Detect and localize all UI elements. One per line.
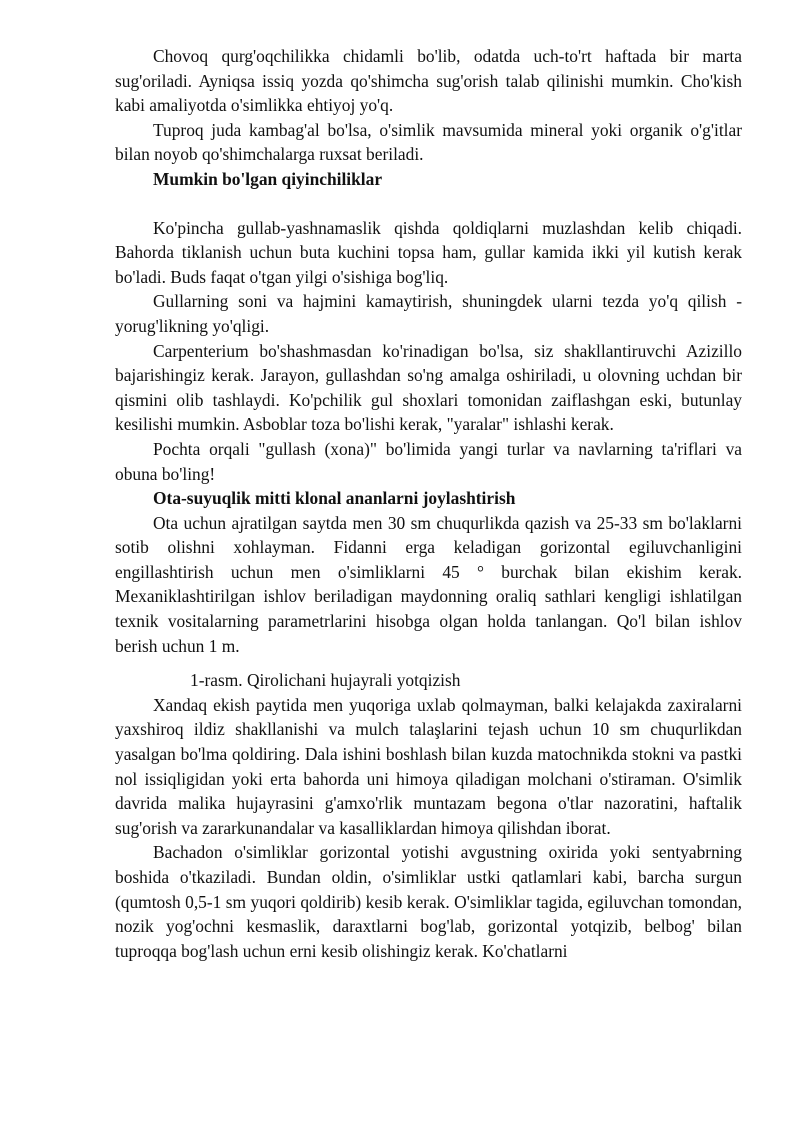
section-heading: Ota-suyuqlik mitti klonal ananlarni joylashtirish xyxy=(153,488,516,509)
paragraph: Chovoq qurg'oqchilikka chidamli bo'lib, odatda uch-to'rt haftada bir marta sug'oriladi. Ayniqsa issiq yozda qo'shimcha sug'orish talab qilinishi mumkin. Cho'kish kabi amaliyotda o'simlikka ehtiyoj yo'q. xyxy=(115,46,742,116)
paragraph: Carpenterium bo'shashmasdan ko'rinadigan bo'lsa, siz shakllantiruvchi Azizillo bajarishingiz kerak. Jarayon, gullashdan so'ng amalga oshiriladi, u olovning uchdan bir qismini olib tashlaydi. Ko'pchilik gul shoxlari tomonidan zaiflashgan eski, butunlay kesilishi mumkin. Asboblar toza bo'lishi kerak, "yaralar" ishlashi kerak. xyxy=(115,340,742,435)
paragraph: Pochta orqali "gullash (xona)" bo'limida yangi turlar va navlarning ta'riflari va obuna bo'ling! xyxy=(115,438,742,484)
paragraph: Bachadon o'simliklar gorizontal yotishi avgustning oxirida yoki sentyabrning boshida o'tkaziladi. Bundan oldin, o'simliklar ustki qatlamlari kabi, barcha surgun (qumtosh 0,5-1 sm yuqori qoldirib) kesib kerak. O'simliklar tagida, egiluvchan tomondan, nozik yog'ochni kesmaslik, daraxtlarni bog'lab, gorizontal yotqizib, belbog' bilan tuproqqa bog'lash uchun erni kesib olishingiz kerak. Ko'chatlarni xyxy=(115,842,742,961)
paragraph: Gullarning soni va hajmini kamaytirish, shuningdek ularni tezda yo'q qilish - yorug'likning yo'qligi. xyxy=(115,291,742,336)
paragraph: Ota uchun ajratilgan saytda men 30 sm chuqurlikda qazish va 25-33 sm bo'laklarni sotib olishni xohlayman. Fidanni erga keladigan gorizontal egiluvchanligini engillashtirish uchun men o'simliklarni 45 ° burchak bilan ekishim kerak. Mexaniklashtirilgan ishlov beriladigan maydonning oraliq sathlari kengligi ishlatilgan texnik vositalarning parametrlarini hisobga olgan holda tanlangan. Qo'l bilan ishlov berish uchun 1 m. xyxy=(115,512,742,656)
blank-line xyxy=(115,192,742,216)
paragraph: Xandaq ekish paytida men yuqoriga uxlab qolmayman, balki kelajakda zaxiralarni yaxshiroq ildiz shakllanishi va mulch talaşlarini tejash uchun 10 sm chuqurlikdan yasalgan bo'lma qoldiring. Dala ishini boshlash bilan kuzda matochnikda stokni va pastki nol issiqligidan yoki erta bahorda uni himoya qiladigan molchani o'stiraman. O'simlik davrida malika hujayrasini g'amxo'rlik muntazam begona o'tlar nazoratini, haftalik sug'orish va zararkunandalar va kasalliklardan himoya qilishdan iborat. xyxy=(115,694,742,838)
paragraph: Ko'pincha gullab-yashnamaslik qishda qoldiqlarni muzlashdan kelib chiqadi. Bahorda tiklanish uchun buta kuchini topsa ham, gullar kamida ikki yil kutish kerak bo'ladi. Buds faqat o'tgan yilgi o'sishiga bog'liq. xyxy=(115,217,742,287)
figure-caption: 1-rasm. Qirolichani hujayrali yotqizish xyxy=(190,670,461,691)
section-heading: Mumkin bo'lgan qiyinchiliklar xyxy=(153,168,383,189)
paragraph: Tuproq juda kambag'al bo'lsa, o'simlik mavsumida mineral yoki organik o'g'itlar bilan noyob qo'shimchalarga ruxsat beriladi. xyxy=(115,119,742,165)
